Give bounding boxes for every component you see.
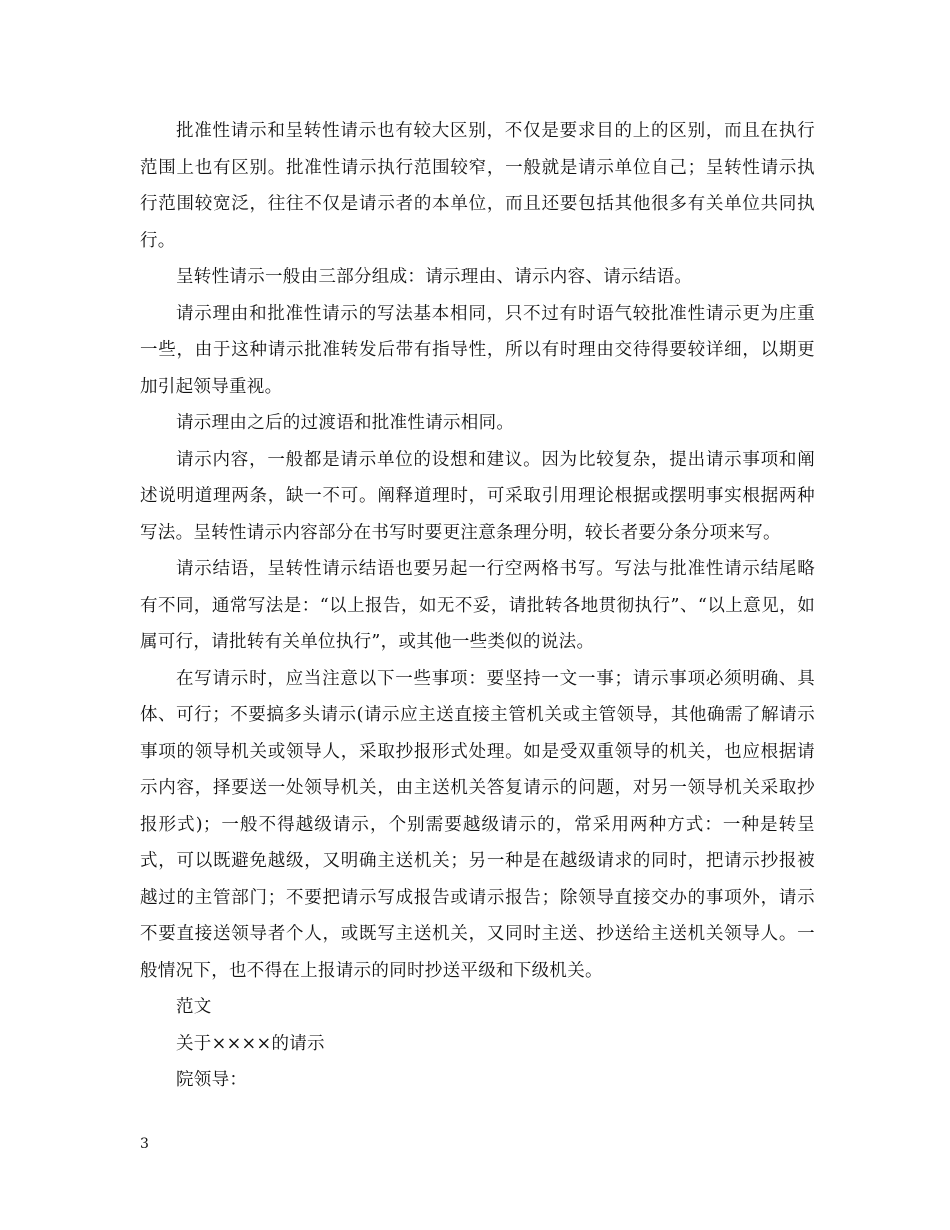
paragraph-transition: 请示理由之后的过渡语和批准性请示相同。 bbox=[176, 413, 515, 433]
paragraph-reason: 请示理由和批准性请示的写法基本相同，只不过有时语气较批准性请示更为庄重一些，由于这种请示批准转发后带有指导性，所以有时理由交待得要较详细，以期更加引起领导重视。 bbox=[140, 303, 815, 397]
paragraph-closing: 请示结语，呈转性请示结语也要另起一行空两格书写。写法与批准性请示结尾略有不同，通常写法是：“以上报告，如无不妥，请批转各地贯彻执行”、“以上意见，如属可行，请批转有关单位执行”，或其他一些类似的说法。 bbox=[140, 559, 815, 652]
paragraph-distinction: 批准性请示和呈转性请示也有较大区别，不仅是要求目的上的区别，而且在执行范围上也有区别。批准性请示执行范围较窄，一般就是请示单位自己；呈转性请示执行范围较宽泛，往往不仅是请示者的本单位，而且还要包括其他很多有关单位共同执行。 bbox=[140, 121, 815, 251]
paragraph-notes: 在写请示时，应当注意以下一些事项：要坚持一文一事；请示事项必须明确、具体、可行；不要搞多头请示(请示应主送直接主管机关或主管领导，其他确需了解请示事项的领导机关或领导人，采取抄报形式处理。如是受双重领导的机关，也应根据请示内容，择要送一处领导机关，由主送机关答复请示的问题，对另一领导机关采取抄报形式)；一般不得越级请示，个别需要越级请示的，常采用两种方式：一种是转呈式，可以既避免越级，又明确主送机关；另一种是在越级请求的同时，把请示抄报被越过的主管部门；不要把请示写成报告或请示报告；除领导直接交办的事项外，请示不要直接送领导者个人，或既写主送机关，又同时主送、抄送给主送机关领导人。一般情况下，也不得在上报请示的同时抄送平级和下级机关。 bbox=[140, 668, 815, 981]
sample-heading: 范文 bbox=[176, 997, 212, 1017]
page-number: 3 bbox=[140, 1136, 149, 1152]
paragraph-content: 请示内容，一般都是请示单位的设想和建议。因为比较复杂，提出请示事项和阐述说明道理两条，缺一不可。阐释道理时，可采取引用理论根据或摆明事实根据两种写法。呈转性请示内容部分在书写时要更注意条理分明，较长者要分条分项来写。 bbox=[140, 449, 815, 543]
sample-title: 关于××××的请示 bbox=[176, 1033, 325, 1054]
body-text bbox=[140, 113, 815, 1099]
paragraph-structure: 呈转性请示一般由三部分组成：请示理由、请示内容、请示结语。 bbox=[176, 267, 693, 287]
sample-salutation: 院领导： bbox=[176, 1070, 248, 1090]
